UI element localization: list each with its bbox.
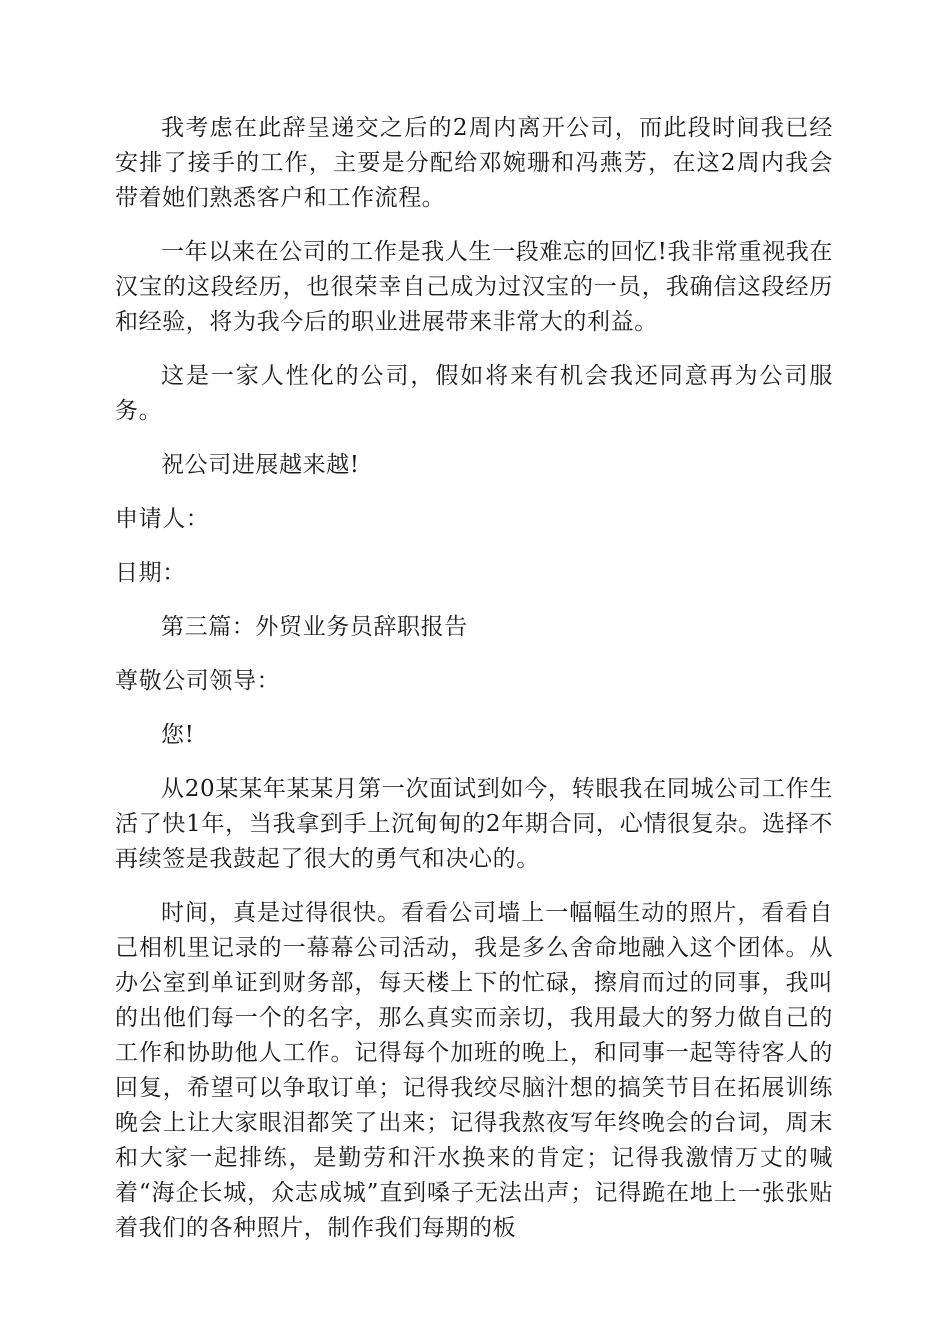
paragraph-handover: 我考虑在此辞呈递交之后的2周内离开公司，而此段时间我已经安排了接手的工作，主要是分配给邓婉珊和冯燕芳，在这2周内我会带着她们熟悉客户和工作流程。 [115, 115, 833, 211]
paragraph-wishes: 祝公司进展越来越! [161, 452, 360, 478]
paragraph-memory: 一年以来在公司的工作是我人生一段难忘的回忆!我非常重视我在汉宝的这段经历，也很荣幸自己成为过汉宝的一员，我确信这段经历和经验，将为我今后的职业进展带来非常大的利益。 [115, 239, 833, 335]
paragraph-time: 时间，真是过得很快。看看公司墙上一幅幅生动的照片，看看自己相机里记录的一幕幕公司活动，我是多么舍命地融入这个团体。从办公室到单证到财务部，每天楼上下的忙碌，擦肩而过的同事，我叫的出他们每一个的名字，那么真实而亲切，我用最大的努力做自己的工作和协助他人工作。记得每个加班的晚上，和同事一起等待客人的回复，希望可以争取订单；记得我绞尽脑汁想的搞笑节目在拓展训练晚会上让大家眼泪都笑了出来；记得我熬夜写年终晚会的台词，周末和大家一起排练，是勤劳和汗水换来的肯定；记得我激情万丈的喊着“海企长城，众志成城”直到嗓子无法出声；记得跪在地上一张张贴着我们的各种照片，制作我们每期的板 [115, 900, 833, 1241]
section-title: 第三篇：外贸业务员辞职报告 [161, 614, 468, 640]
document-page [115, 111, 833, 1265]
greeting: 您! [161, 722, 195, 748]
salutation: 尊敬公司领导： [115, 668, 281, 694]
applicant-label: 申请人： [115, 506, 210, 532]
date-label: 日期： [115, 560, 186, 586]
paragraph-company: 这是一家人性化的公司，假如将来有机会我还同意再为公司服务。 [115, 363, 833, 424]
paragraph-contract: 从20某某年某某月第一次面试到如今，转眼我在同城公司工作生活了快1年，当我拿到手上沉甸甸的2年期合同，心情很复杂。选择不再续签是我鼓起了很大的勇气和决心的。 [115, 776, 833, 872]
